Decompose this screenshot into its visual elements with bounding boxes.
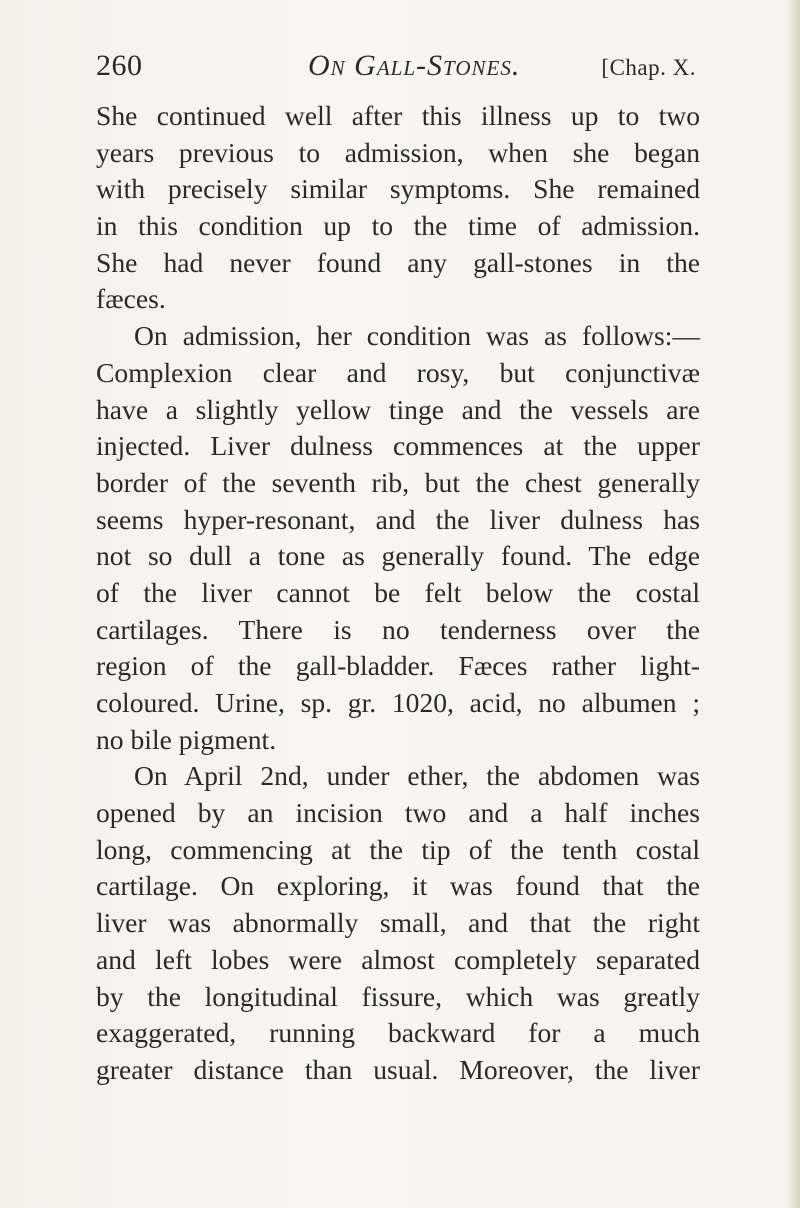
text-line: by the longitudinal fissure, which was greatly [96,980,700,1012]
text-line: opened by an incision two and a half inches [96,797,700,829]
text-line: in this condition up to the time of admission. [96,210,700,242]
text-line: no bile pigment. [96,723,277,755]
paragraph-start-line: On April 2nd, under ether, the abdomen was [134,760,700,792]
text-line: region of the gall-bladder. Fæces rather light- [96,650,700,682]
text-line: and left lobes were almost completely separated [96,943,700,975]
text-line: years previous to admission, when she began [96,136,700,168]
body-text [96,98,700,1089]
paragraph-start-line: On admission, her condition was as follows:— [134,320,700,352]
text-line: exaggerated, running backward for a much [96,1017,700,1049]
text-line: long, commencing at the tip of the tenth costal [96,833,700,865]
chapter-reference: [Chap. X. [601,55,696,80]
running-header [96,46,696,86]
running-title [308,46,520,86]
text-line: Complexion clear and rosy, but conjunctivæ [96,356,700,388]
page-edge-shadow [786,0,800,1208]
text-line: seems hyper-resonant, and the liver dulness has [96,503,700,535]
text-line: She continued well after this illness up to two [96,100,700,131]
text-line: not so dull a tone as generally found. The edge [96,540,700,572]
text-line: liver was abnormally small, and that the right [96,907,700,939]
text-line: border of the seventh rib, but the chest generally [96,466,700,498]
text-line: She had never found any gall-stones in the [96,246,700,278]
text-line: of the liver cannot be felt below the costal [96,576,700,608]
text-line: cartilage. On exploring, it was found that the [96,870,700,902]
text-line: greater distance than usual. Moreover, the liver [96,1053,700,1085]
page-number: 260 [96,49,143,82]
text-line: with precisely similar symptoms. She remained [96,173,700,205]
text-line: cartilages. There is no tenderness over the [96,613,700,645]
text-line: coloured. Urine, sp. gr. 1020, acid, no albumen ; [96,687,700,718]
text-line: have a slightly yellow tinge and the vessels are [96,393,700,425]
running-title-text: On Gall-Stones. [308,49,521,82]
text-line: injected. Liver dulness commences at the upper [96,430,700,462]
text-line: fæces. [96,283,166,315]
